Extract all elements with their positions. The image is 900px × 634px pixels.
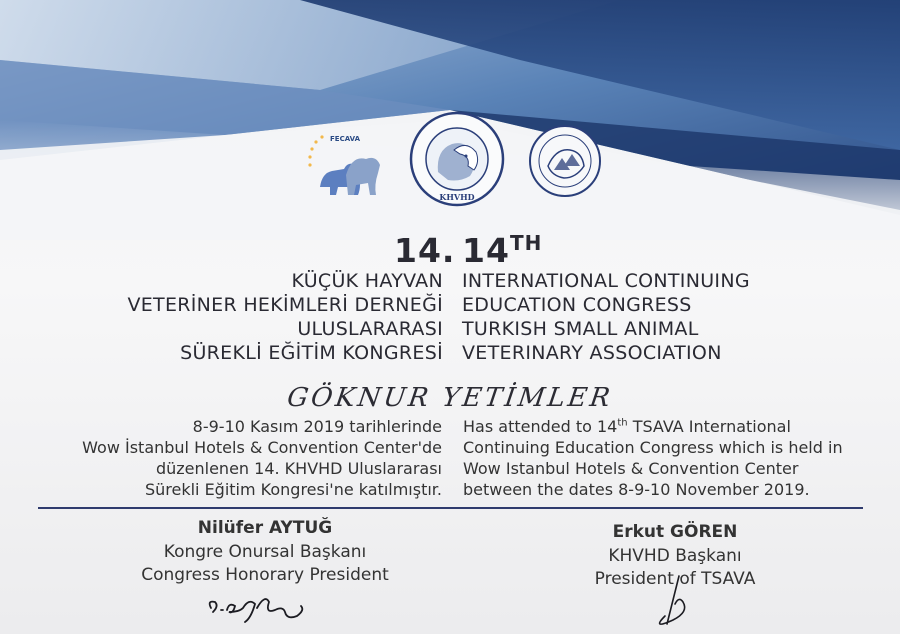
body-tr-line-4: Sürekli Eğitim Kongresi'ne katılmıştır. bbox=[144, 480, 442, 499]
title-number-tr: 14. bbox=[394, 231, 456, 270]
khvhd-dog-cat-seal-icon bbox=[408, 110, 506, 208]
title-tr-line-4: SÜREKLİ EĞİTİM KONGRESİ bbox=[180, 342, 443, 364]
title-tr-line-3: ULUSLARARASI bbox=[297, 318, 443, 340]
body-tr-line-1: 8-9-10 Kasım 2019 tarihlerinde bbox=[192, 417, 442, 436]
title-en-line-1: INTERNATIONAL CONTINUING bbox=[462, 270, 750, 292]
body-tr-line-2: Wow İstanbul Hotels & Convention Center'de bbox=[82, 438, 442, 457]
body-en-line-1: Has attended to 14th TSAVA International bbox=[463, 417, 791, 436]
signatory-2-title-en: President of TSAVA bbox=[594, 569, 756, 589]
title-tr-line-1: KÜÇÜK HAYVAN bbox=[291, 270, 443, 292]
title-tr-line-2: VETERİNER HEKİMLERİ DERNEĞİ bbox=[127, 294, 443, 316]
signatory-1-name: Nilüfer AYTUĞ bbox=[197, 518, 333, 538]
title-en-line-4: VETERINARY ASSOCIATION bbox=[462, 342, 722, 364]
svg-text:KHVHD: KHVHD bbox=[439, 192, 475, 202]
signatory-1-title-en: Congress Honorary President bbox=[141, 565, 389, 585]
fecava-dogs-logo-icon bbox=[300, 125, 390, 200]
body-en-line-2: Continuing Education Congress which is held in bbox=[463, 438, 843, 457]
divider-line bbox=[38, 507, 863, 509]
world-small-animal-seal-icon bbox=[526, 122, 604, 200]
recipient-name: GÖKNUR YETİMLER bbox=[285, 383, 615, 413]
fecava-text: FECAVA bbox=[330, 135, 361, 143]
signatory-2-signature-icon bbox=[645, 572, 705, 632]
title-en-line-3: TURKISH SMALL ANIMAL bbox=[462, 318, 699, 340]
signatory-1-title-tr: Kongre Onursal Başkanı bbox=[163, 542, 367, 562]
body-tr-line-3: düzenlenen 14. KHVHD Uluslararası bbox=[155, 459, 442, 478]
body-en-line-4: between the dates 8-9-10 November 2019. bbox=[463, 480, 810, 499]
title-en-line-2: EDUCATION CONGRESS bbox=[462, 294, 692, 316]
logo-row bbox=[0, 110, 900, 205]
signatory-2-name: Erkut GÖREN bbox=[612, 522, 738, 542]
title-number-en: 14TH bbox=[462, 231, 543, 270]
signatory-1-signature-icon bbox=[205, 588, 315, 628]
signatory-2-title-tr: KHVHD Başkanı bbox=[608, 546, 742, 566]
body-en-line-3: Wow Istanbul Hotels & Convention Center bbox=[463, 459, 799, 478]
